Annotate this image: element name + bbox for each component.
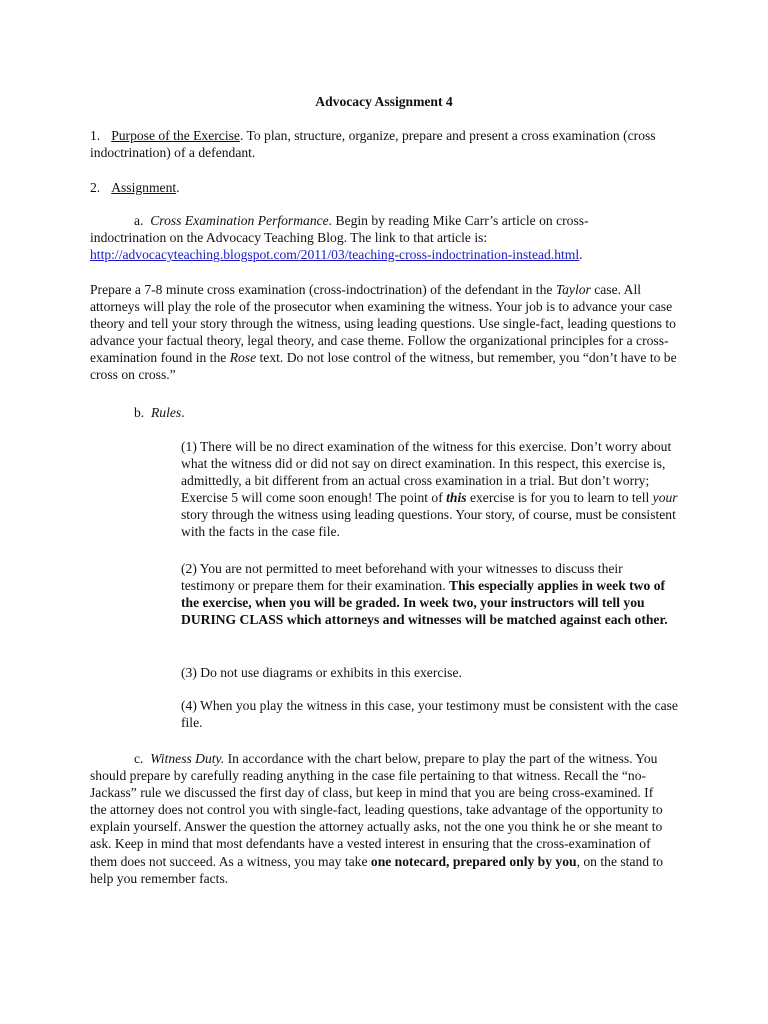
section-number: 1. [90,128,101,143]
part-c-heading: Witness Duty. [150,751,225,766]
section-heading-purpose: Purpose of the Exercise [111,128,240,143]
part-b-heading: Rules [151,405,182,420]
article-link[interactable]: http://advocacyteaching.blogspot.com/2011/03/teaching-cross-indoctrination-instead.html [90,247,580,263]
rule-1-emphasis-your: your [652,490,678,506]
book-name: Rose [229,350,257,366]
section-heading-period: . [176,180,180,195]
prepare-text-2: case. All attorneys will play the role of the prosecutor when examining the witness. Your job is to advance your case theory and tell your story through the witness, using leading questions. Use single-fact, leading questions to advance your factual theory, legal theory, and case theme. Follow the organizational principles for a cross-examination found in the [90,282,676,366]
prepare-text-1: Prepare a 7-8 minute cross examination (cross-indoctrination) of the defendant in the [90,282,556,297]
part-letter: a. [134,213,144,228]
part-c-bold-text: one notecard, prepared only by you [370,853,577,869]
part-b-paragraph [134,404,634,421]
part-c-text-2: , on the stand to help you remember facts. [90,853,664,886]
part-c-paragraph [90,750,670,887]
section-purpose [90,127,690,161]
rule-1-emphasis-this: this [446,490,467,506]
rule-4: (4) When you play the witness in this case, your testimony must be consistent with the case file. [181,698,678,731]
rule-1 [181,438,679,541]
document-title: Advocacy Assignment 4 [315,94,453,109]
section-purpose-text: . To plan, structure, organize, prepare and present a cross examination (cross indoctrination) of a defendant. [90,128,656,161]
part-b-period: . [181,405,185,420]
rule-1-text-1: (1) There will be no direct examination of the witness for this exercise. Don’t worry about what the witness did or did not say on direct examination. In this respect, this exercise is, admittedly, a bit different from an actual cross examination in a trial. But don’t worry; Exercise 5 will come soon enough! The point of [181,439,672,506]
section-number: 2. [90,180,101,195]
rule-3: (3) Do not use diagrams or exhibits in this exercise. [181,665,462,680]
case-name: Taylor [555,282,591,297]
rule-1-text-2: exercise is for you to learn to tell [466,490,653,506]
section-heading-assignment: Assignment [111,180,177,195]
part-letter: c. [134,751,144,766]
link-period: . [579,247,583,263]
rule-2-text: (2) You are not permitted to meet beforehand with your witnesses to discuss their testimony or prepare them for their examination. [181,561,623,594]
part-c-text-1: In accordance with the chart below, prepare to play the part of the witness. You should prepare by carefully reading anything in the case file pertaining to that witness. Recall the “no-Jackass” rule we discussed the first day of class, but keep in mind that you are being cross-examined. If the attorney does not control you with single-fact, leading questions, take advantage of the opportunity to explain yourself. Answer the question the attorney actually asks, not the one you think he or she meant to ask. Keep in mind that most defendants have a vested interest in ensuring that the cross-examination of them does not succeed. As a witness, you may take [90,751,663,869]
section-assignment [90,179,690,196]
part-a-text: Begin by reading Mike Carr’s article on cross-indoctrination on the Advocacy Teaching Blog. The link to that article is: [90,213,589,246]
part-a-heading: Cross Examination Performance. [150,213,333,228]
prepare-paragraph [90,281,690,384]
prepare-text-3: text. Do not lose control of the witness, but remember, you “don’t have to be cross on cross.” [90,350,677,383]
rule-2 [181,560,679,628]
part-letter: b. [134,405,145,420]
rule-1-text-3: story through the witness using leading questions. Your story, of course, must be consistent with the facts in the case file. [181,507,676,540]
part-a-paragraph [90,212,650,263]
rule-2-bold-text: This especially applies in week two of the exercise, when you will be graded. In week two, your instructors will tell you DURING CLASS which attorneys and witnesses will be matched against each other. [181,578,668,628]
